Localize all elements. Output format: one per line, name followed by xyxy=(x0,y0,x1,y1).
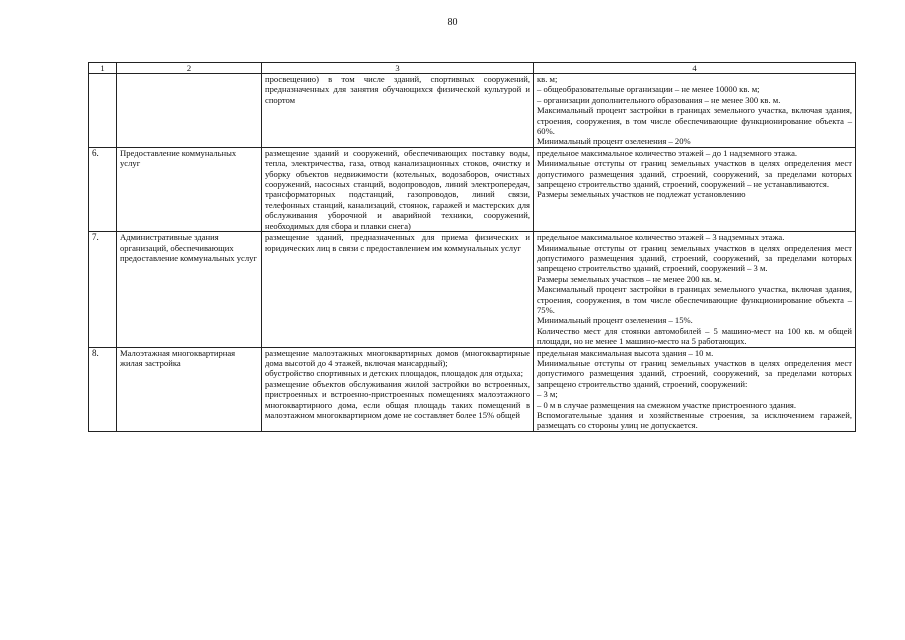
parameter-paragraph: Минимальные отступы от границ земельных участков в целях определения мест допустимого размещения зданий, строений, сооружений, за пределами которых запрещено строительство зданий, строений, сооружений – не устанавливаются. xyxy=(537,158,852,190)
parameter-paragraph: предельная максимальная высота здания – 10 м. xyxy=(537,347,714,358)
parameters-cell xyxy=(534,347,856,431)
regulations-table xyxy=(88,62,856,432)
parameter-paragraph: предельное максимальное количество этажей – 3 надземных этажа. xyxy=(537,232,785,243)
parameter-paragraph: Минимальный процент озеленения – 15%. xyxy=(537,315,693,326)
column-header: 4 xyxy=(534,63,856,74)
row-number: 8. xyxy=(89,347,117,431)
parameter-paragraph: Вспомогательные здания и хозяйственные строения, за исключением гаражей, размещать со стороны улиц не допускается. xyxy=(537,410,852,431)
use-description xyxy=(262,347,534,431)
description-paragraph: размещение зданий и сооружений, обеспечивающих поставку воды, тепла, электричества, газа, отвод канализационных стоков, очистку и уборку объектов недвижимости (котельных, водозаборов, очистных сооружений, насосных станций, водопроводов, линий электропередач, трансформаторных подстанций, газопроводов, линий связи, телефонных станций, канализаций, стоянок, гаражей и мастерских для обслуживания уборочной и аварийной техники, сооружений, необходимых для сбора и плавки снега) xyxy=(265,147,530,231)
row-number: 6. xyxy=(89,147,117,231)
parameter-paragraph: кв. м; xyxy=(537,74,558,84)
page-number: 80 xyxy=(447,17,458,28)
table-row xyxy=(89,74,856,148)
parameter-paragraph: Минимальный процент озеленения – 20% xyxy=(537,136,691,147)
parameters-cell xyxy=(534,232,856,347)
parameter-paragraph: Минимальные отступы от границ земельных участков в целях определения мест допустимого размещения зданий, строений, сооружений, за пределами которых запрещено строительство зданий, строений, сооружений – 3 м. xyxy=(537,242,852,274)
description-paragraph: обустройство спортивных и детских площадок, площадок для отдыха; xyxy=(265,368,523,379)
table-row xyxy=(89,232,856,347)
parameter-paragraph: Минимальные отступы от границ земельных участков в целях определения мест допустимого размещения зданий, строений, сооружений, за пределами которых запрещено строительство зданий, строений, сооружений: xyxy=(537,357,852,389)
use-description xyxy=(262,147,534,231)
column-header: 1 xyxy=(89,63,117,74)
use-description xyxy=(262,74,534,148)
table-row xyxy=(89,347,856,431)
description-paragraph: просвещению) в том числе зданий, спортивных сооружений, предназначенных для занятия обучающихся физической культурой и спортом xyxy=(265,74,530,105)
row-number xyxy=(89,74,117,148)
parameter-paragraph: Размеры земельных участков – не менее 200 кв. м. xyxy=(537,273,722,284)
use-type-name: Предоставление коммунальных услуг xyxy=(117,147,262,231)
parameter-paragraph: предельное максимальное количество этажей – до 1 надземного этажа. xyxy=(537,147,798,158)
table-row xyxy=(89,147,856,231)
description-paragraph: размещение объектов обслуживания жилой застройки во встроенных, пристроенных и встроенно-пристроенных помещениях малоэтажного многоквартирного дома, если общая площадь таких помещений в малоэтажном многоквартирном доме не составляет более 15% общей xyxy=(265,378,530,420)
use-type-name: Административные здания организаций, обеспечивающих предоставление коммунальных услуг xyxy=(117,232,262,347)
parameter-paragraph: Размеры земельных участков не подлежат установлению xyxy=(537,189,746,200)
parameters-cell xyxy=(534,74,856,148)
column-header: 3 xyxy=(262,63,534,74)
parameter-list-item: – организации дополнительного образования – не менее 300 кв. м. xyxy=(537,95,852,105)
parameter-paragraph: Максимальный процент застройки в границах земельного участка, включая здания, строения, сооружения, в том числе обеспечивающие функционирование объекта – 75%. xyxy=(537,284,852,315)
parameter-paragraph: Максимальный процент застройки в границах земельного участка, включая здания, строения, сооружения, в том числе обеспечивающие функционирование объекта – 60%. xyxy=(537,105,852,137)
parameters-cell xyxy=(534,147,856,231)
row-number: 7. xyxy=(89,232,117,347)
parameter-list-item: – общеобразовательные организации – не менее 10000 кв. м; xyxy=(537,84,852,94)
table-header-row xyxy=(89,63,856,74)
use-type-name: Малоэтажная многоквартирная жилая застройка xyxy=(117,347,262,431)
parameter-list-item: – 3 м; xyxy=(537,389,852,399)
description-paragraph: размещение зданий, предназначенных для приема физических и юридических лиц в связи с предоставлением им коммунальных услуг xyxy=(265,232,530,253)
use-description xyxy=(262,232,534,347)
use-type-name xyxy=(117,74,262,148)
parameter-list-item: – 0 м в случае размещения на смежном участке пристроенного здания. xyxy=(537,400,852,410)
parameter-paragraph: Количество мест для стоянки автомобилей – 5 машино-мест на 100 кв. м общей площади, но не менее 1 машино-место на 5 работающих. xyxy=(537,325,852,347)
column-header: 2 xyxy=(117,63,262,74)
description-paragraph: размещение малоэтажных многоквартирных домов (многоквартирные дома высотой до 4 этажей, включая мансардный); xyxy=(265,347,530,368)
